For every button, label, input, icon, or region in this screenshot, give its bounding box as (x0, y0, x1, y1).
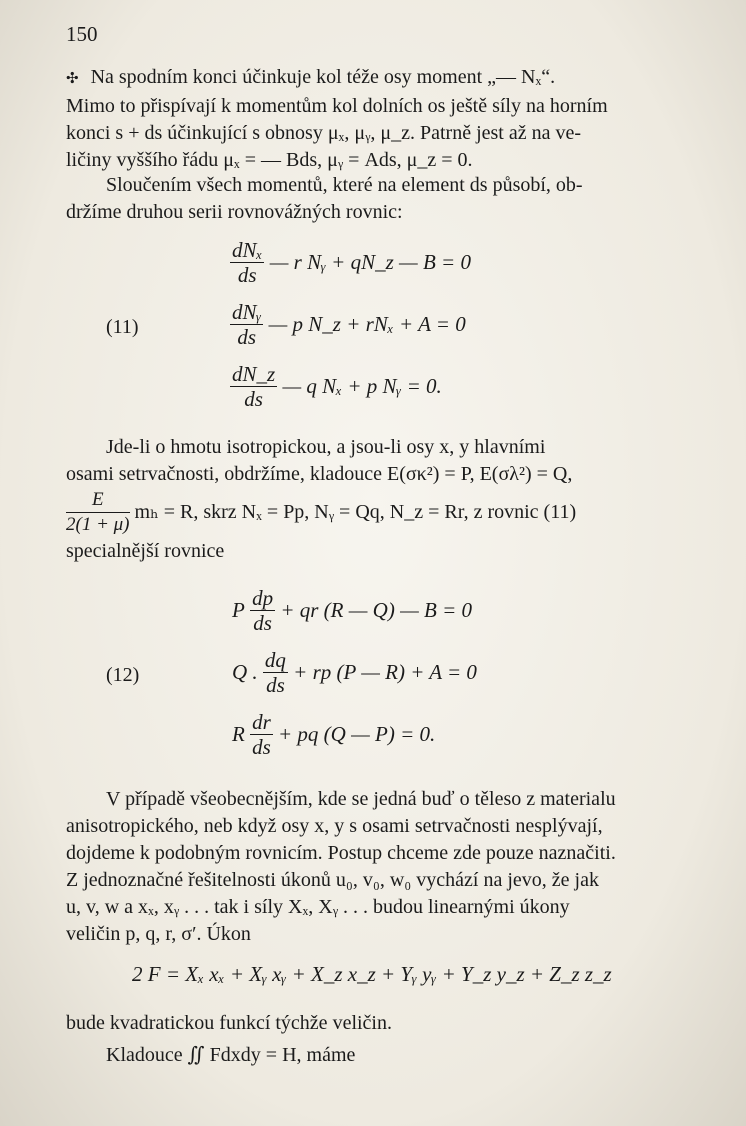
page-number: 150 (66, 22, 98, 46)
fraction: $\frac{dp}{ds}$ (252, 586, 274, 635)
text-line: Sloučením všech momentů, které na element ds působí, ob- (106, 174, 583, 196)
text-line: držíme druhou serii rovnovážných rovnic: (66, 201, 403, 223)
equation-number-11: (11) (106, 316, 139, 338)
text-line: ličiny vyššího řádu μₓ = — Bds, μᵧ = Ads, μ_z = 0. (66, 149, 473, 171)
equation-11-row-3: $\frac{dN\_z}{ds}$ — q Nₓ + p Nᵧ = 0. (232, 362, 442, 411)
paragraph-3-end (66, 538, 678, 565)
paragraph-6 (66, 1042, 678, 1069)
text-line: Mimo to přispívají k momentům kol dolních os ještě síly na horním (66, 95, 608, 117)
text-line: anisotropického, neb když osy x, y s osami setrvačnosti nesplývají, (66, 815, 603, 837)
text-line: u, v, w a xₓ, xᵧ . . . tak i síly Xₓ, Xᵧ . . . budou linearnými úkony (66, 896, 570, 918)
equation-11-row-2: $\frac{\text{dNᵧ}}{ds}$ — p N_z + rNₓ + A = 0 (232, 300, 466, 349)
equation-12-row-2: Q . $\frac{dq}{ds}$ + rp (P — R) + A = 0 (232, 648, 477, 697)
fraction: $\frac{dr}{ds}$ (252, 710, 271, 759)
text-line: Kladouce ∬ Fdxdy = H, máme (106, 1044, 356, 1066)
equation-number-12: (12) (106, 664, 140, 686)
fraction: $\frac{dN\_z}{ds}$ (232, 362, 276, 411)
text-line: Z jednoznačné řešitelnosti úkonů u₀, v₀, w₀ vychází na jevo, že jak (66, 869, 599, 891)
text-line: konci s + ds účinkující s obnosy μₓ, μᵧ, μ_z. Patrně jest až na ve- (66, 122, 582, 144)
paragraph-4 (66, 786, 678, 948)
paragraph-5 (66, 1010, 678, 1037)
text-line: specialnější rovnice (66, 540, 225, 562)
equation-12-row-1: P $\frac{dp}{ds}$ + qr (R — Q) — B = 0 (232, 586, 472, 635)
text-line: ✣ Na spodním konci účinkuje kol téže osy moment „— Nₓ“. (66, 66, 556, 88)
star-icon: ✣ (66, 71, 79, 87)
text-line: osami setrvačnosti, obdržíme, kladouce E(σκ²) = P, E(σλ²) = Q, (66, 463, 573, 485)
paragraph-2 (66, 172, 678, 226)
fraction: $\frac{E}{2(1 + \mu)}$ (66, 489, 130, 535)
fraction: $\frac{\text{dNᵧ}}{ds}$ (232, 300, 262, 349)
equation-energy: 2 F = Xₓ xₓ + Xᵧ xᵧ + X_z x_z + Yᵧ yᵧ + Y_z y_z + Z_z z_z (132, 962, 612, 986)
paragraph-1 (66, 64, 678, 174)
text-line: Jde-li o hmotu isotropickou, a jsou-li osy x, y hlavními (106, 436, 546, 458)
text-line: V případě všeobecnějším, kde se jedná buď o těleso z materialu (106, 788, 616, 810)
text-line: veličin p, q, r, σ′. Úkon (66, 923, 251, 945)
equation-12-row-3: R $\frac{dr}{ds}$ + pq (Q — P) = 0. (232, 710, 436, 759)
equation-11-row-1: $\frac{\text{dNₓ}}{ds}$ — r Nᵧ + qN_z — B = 0 (232, 238, 471, 287)
paragraph-3-formula-line: $\frac{E}{2(1 + \mu)}$ mₕ = R, skrz Nₓ = Pp, Nᵧ = Qq, N_z = Rr, z rovnic (11) (66, 489, 577, 535)
fraction: $\frac{dq}{ds}$ (264, 648, 286, 697)
text-line: dojdeme k podobným rovnicím. Postup chceme zde pouze naznačiti. (66, 842, 616, 864)
paragraph-3 (66, 434, 678, 488)
text-line: bude kvadratickou funkcí týchže veličin. (66, 1012, 392, 1034)
fraction: $\frac{\text{dNₓ}}{ds}$ (232, 238, 263, 287)
